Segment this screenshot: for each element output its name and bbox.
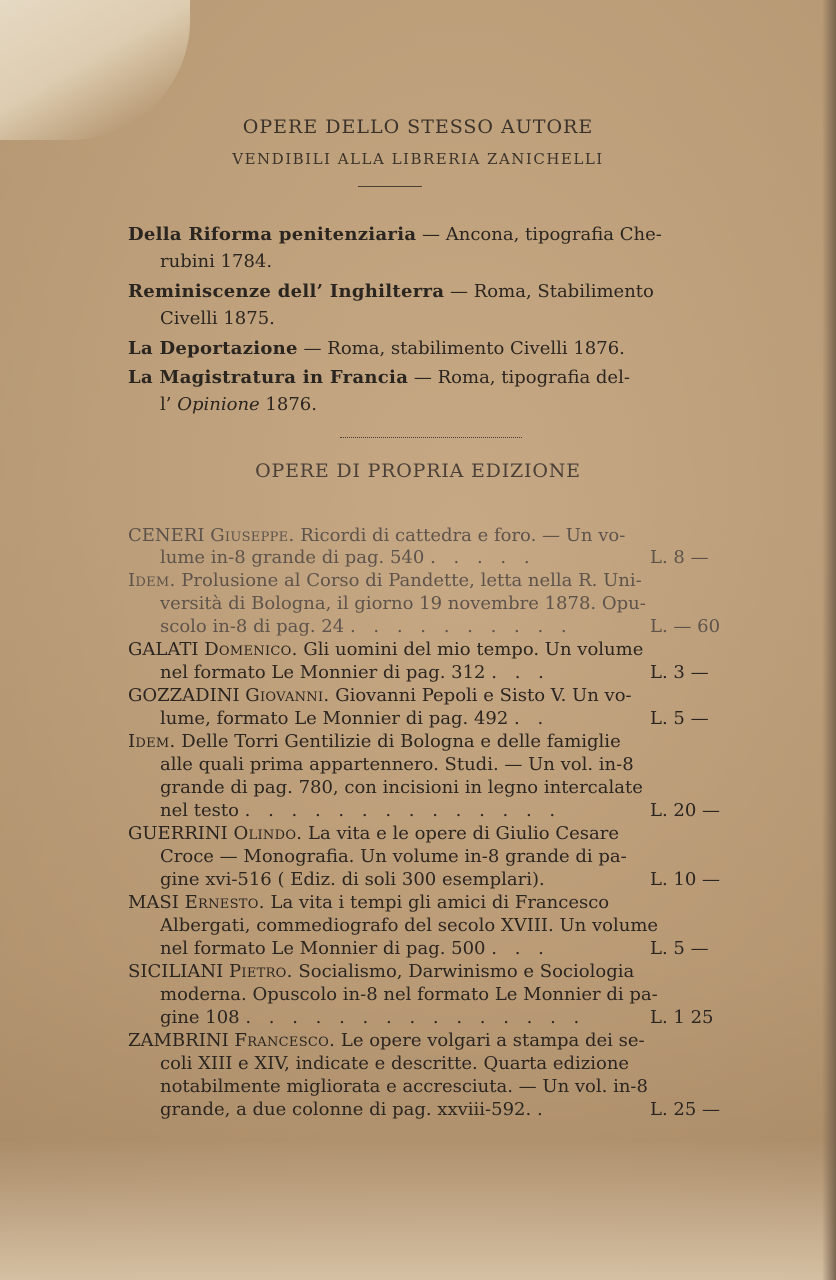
price: L. 5 — bbox=[650, 708, 709, 729]
catalog-line: lume in-8 grande di pag. 540 . . . . . bbox=[160, 547, 536, 568]
catalog-line: lume, formato Le Monnier di pag. 492 . . bbox=[160, 708, 550, 729]
price: L. — 60 bbox=[650, 616, 721, 637]
catalog-entry-gozzadini: GOZZADINI Giovanni. Giovanni Pepoli e Sisto V. Un vo- bbox=[128, 685, 632, 706]
own-work-1-line1: Della Riforma penitenziaria — Ancona, tipografia Che- bbox=[128, 224, 662, 245]
own-work-title: La Deportazione bbox=[128, 338, 298, 359]
catalog-entry-idem: Idem. Delle Torri Gentilizie di Bologna e delle famiglie bbox=[128, 731, 621, 752]
catalog-entry-idem: Idem. Prolusione al Corso di Pandette, letta nella R. Uni- bbox=[128, 570, 642, 591]
price: L. 1 25 bbox=[650, 1007, 714, 1028]
catalog-line: grande, a due colonne di pag. xxviii-592. . bbox=[160, 1099, 549, 1120]
header-divider bbox=[358, 186, 422, 187]
catalog-line: nel formato Le Monnier di pag. 312 . . . bbox=[160, 662, 550, 683]
catalog-entry-galati: GALATI Domenico. Gli uomini del mio tempo. Un volume bbox=[128, 639, 644, 660]
price: L. 25 — bbox=[650, 1099, 721, 1120]
header-subtitle: VENDIBILI ALLA LIBRERIA ZANICHELLI bbox=[232, 150, 604, 168]
price: L. 8 — bbox=[650, 547, 709, 568]
catalog-line: Albergati, commediografo del secolo XVIII. Un volume bbox=[160, 915, 659, 936]
catalog-line: alle quali prima appartennero. Studi. — Un vol. in-8 bbox=[160, 754, 634, 775]
catalog-entry-masi: MASI Ernesto. La vita i tempi gli amici di Francesco bbox=[128, 892, 610, 913]
own-work-2-line1: Reminiscenze dell’ Inghilterra — Roma, Stabilimento bbox=[128, 281, 654, 302]
catalog-entry-zambrini: ZAMBRINI Francesco. Le opere volgari a stampa dei se- bbox=[128, 1030, 645, 1051]
catalog-line: nel testo . . . . . . . . . . . . . . bbox=[160, 800, 562, 821]
catalog-entry-guerrini: GUERRINI Olindo. La vita e le opere di Giulio Cesare bbox=[128, 823, 620, 844]
section-divider bbox=[340, 437, 522, 439]
paper-stain-bottom bbox=[0, 1140, 836, 1280]
paper-edge-shadow bbox=[822, 0, 836, 1280]
own-work-4-line2: l’ Opinione 1876. bbox=[160, 394, 317, 415]
own-work-title: Reminiscenze dell’ Inghilterra bbox=[128, 281, 445, 302]
own-work-title: La Magistratura in Francia bbox=[128, 367, 409, 388]
own-work-1-line2: rubini 1784. bbox=[160, 251, 273, 272]
price: L. 10 — bbox=[650, 869, 721, 890]
catalog-line: gine 108 . . . . . . . . . . . . . . . bbox=[160, 1007, 586, 1028]
catalog-line: Croce — Monografia. Un volume in-8 grande di pa- bbox=[160, 846, 627, 867]
catalog-entry-ceneri: CENERI Giuseppe. Ricordi di cattedra e foro. — Un vo- bbox=[128, 525, 626, 546]
catalog-line: versità di Bologna, il giorno 19 novembre 1878. Opu- bbox=[160, 593, 646, 614]
catalog-line: moderna. Opuscolo in-8 nel formato Le Monnier di pa- bbox=[160, 984, 658, 1005]
price: L. 3 — bbox=[650, 662, 709, 683]
own-work-4-line1: La Magistratura in Francia — Roma, tipografia del- bbox=[128, 367, 630, 388]
own-work-2-line2: Civelli 1875. bbox=[160, 308, 275, 329]
catalog-line: gine xvi-516 ( Ediz. di soli 300 esemplari). bbox=[160, 869, 545, 890]
price: L. 5 — bbox=[650, 938, 709, 959]
catalog-entry-siciliani: SICILIANI Pietro. Socialismo, Darwinismo e Sociologia bbox=[128, 961, 635, 982]
catalog-line: coli XIII e XIV, indicate e descritte. Quarta edizione bbox=[160, 1053, 630, 1074]
catalog-line: nel formato Le Monnier di pag. 500 . . . bbox=[160, 938, 550, 959]
own-work-3-line1: La Deportazione — Roma, stabilimento Civelli 1876. bbox=[128, 338, 625, 359]
price: L. 20 — bbox=[650, 800, 721, 821]
catalog-line: notabilmente migliorata e accresciuta. — Un vol. in-8 bbox=[160, 1076, 648, 1097]
header-title: OPERE DELLO STESSO AUTORE bbox=[242, 116, 594, 138]
own-work-title: Della Riforma penitenziaria bbox=[128, 224, 417, 245]
catalog-line: scolo in-8 di pag. 24 . . . . . . . . . . bbox=[160, 616, 573, 637]
catalog-line: grande di pag. 780, con incisioni in legno intercalate bbox=[160, 777, 643, 798]
section-title: OPERE DI PROPRIA EDIZIONE bbox=[255, 460, 581, 482]
